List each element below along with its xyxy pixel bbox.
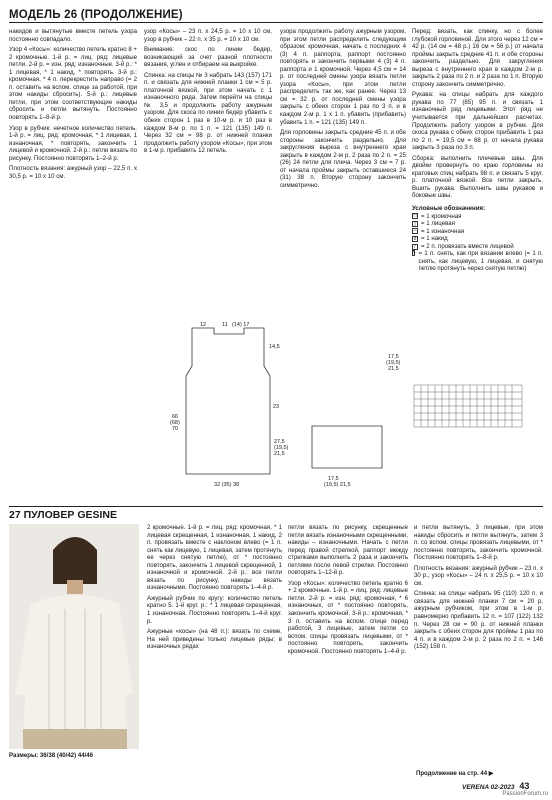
watermark: PassionForum.ru xyxy=(502,791,548,797)
paragraph: Сборка: выполнить плечевые швы. Для двойки провернуть по краю горловины из кратовых спиц набрать 98 п. и связать 5 круг. р. платочной вязкой. Все петли закрыть. Вшить рукава. Выполнить швы рукавов и боковые швы. xyxy=(412,154,543,200)
paragraph: Ажурный рубчик по кругу: количество петель кратно 5. 1-й круг. р.: * 1 лицевая скрещенная, 1 изнаночная. Постоянно повторять 1–4-й круг. р. xyxy=(147,594,282,625)
section-title: МОДЕЛЬ 26 (ПРОДОЛЖЕНИЕ) xyxy=(9,9,183,21)
svg-text:21,5: 21,5 xyxy=(274,451,285,457)
paragraph: Узор 4 «Косы»: количество петель кратно 8 + 2 кромочные. 1-й р. = лиц. ряд: лицевые петли. 2-й р. = изн. ряд: изнаночные. 3-й р.: * 1 лицевая, * 1 накид, * повторять. 3-й р.: кромочная, * 4 п. перекрестить направо (= 2 п. оставить на вспом. спице за работой, при этом накиды сбросить). 5-й р.: лицевые петли, при этом соответствующие накиды сбросить и петли вытянуть. Постоянно повторять 1–8-й р. xyxy=(9,46,137,122)
legend-title: Условные обозначения: xyxy=(412,205,486,213)
ssk-icon: \ xyxy=(413,250,415,257)
page-number: 43 xyxy=(519,781,530,791)
legend-item: o = 1 накид xyxy=(413,235,448,243)
schematic-diagram xyxy=(152,318,408,496)
paragraph: Плотность вязания: ажурный рубчик – 23 п. х 30 р., узор «Косы» – 24 п. х 25,5 р. = 10 х 10 см. xyxy=(414,564,543,587)
text-column-1 xyxy=(9,28,137,180)
svg-text:(19,5) 21,5: (19,5) 21,5 xyxy=(324,482,351,488)
paragraph: Узор в рубчик: нечетное количество петель. 1-й р. = лиц. ряд: кромочная, * 1 лицевая, 1 изнаночная, * повторять, закончить 1 лицевой и кромочной. 2-й р.: петли вязать по рисунку. Постоянно повторять 1–2-й р. xyxy=(9,124,137,162)
model-photo xyxy=(9,524,139,749)
text-column-3 xyxy=(280,28,406,189)
paragraph: Размеры: 36/38 (40/42) 44/46 xyxy=(9,752,94,759)
svg-text:23: 23 xyxy=(273,404,280,410)
knit-icon: | xyxy=(412,221,418,227)
section-header xyxy=(9,9,543,23)
paragraph: Внимание: скос по линии бедер, возникающий за счет разной плотности вязания, углен и отбираем на выкройке. xyxy=(144,46,272,69)
legend-item: | = 1 лицевая xyxy=(412,220,543,228)
paragraph: узора продолжить работу ажурным узором, при этом петли распределить следующим образом: кромочная, начать с последних 4 (3) 4 п. раппорта, раппорт постоянно повторять и закончить первыми 4 (3) 4 п. раппорта и 1 кромочной. Через 4,5 см = 14 р. от последней смены узора вязать петли узора «Косы», при этом петли распределить так же, как ранее. Через 13 см = 32 р. от последней смены узора закрыть с обеих сторон 1 раз по 3 п. и в каждом 2-м р. 1 х 1 п. убавить (прибавить) убавить 1 п. = 121 (135) 149 п. xyxy=(280,28,406,126)
page-footer xyxy=(462,781,529,791)
svg-text:27,5: 27,5 xyxy=(274,439,285,445)
legend-item: / = 2 п. провязать вместе лицевой xyxy=(412,243,543,251)
svg-text:(68): (68) xyxy=(170,420,180,426)
text-column-2 xyxy=(144,28,272,155)
paragraph: Спинка: на спицы набрать 95 (110) 120 п. и связать для нижней планки 7 см = 20 р. ажурным рубчиком, при этом в 1-м р. равномерно прибавить 12 п. = 107 (122) 132 п. Через 28 см = 90 р. от нижней планки закрыть с обеих сторон для проймы 1 раз по 4 п. и в каждом 2-м р. 2 раза по 2 п. = 146 (152) 158 п. xyxy=(414,590,543,651)
svg-text:12: 12 xyxy=(200,322,207,328)
svg-text:32 (35) 38: 32 (35) 38 xyxy=(214,482,240,488)
legend-item: □ = 1 кромочная xyxy=(413,212,462,220)
purl-icon: – xyxy=(413,228,417,235)
paragraph: Перед: вязать, как спинку, но с более глубокой горловиной. Для этого через 12 см = 42 р. (14 см = 48 р.) 16 см = 56 р.) от начала проймы закрыть средние 41 п. и обе стороны закончить раздельно. Для закругления выреза с внутреннего края в каждом 2-м р. закрыть 2 раза по 2 п. и 2 раза по 1 п. Вторую сторону закончить симметрично. xyxy=(412,28,543,88)
svg-text:17,5: 17,5 xyxy=(388,354,399,360)
text-column-5 xyxy=(9,752,139,760)
stitch-chart xyxy=(412,383,538,431)
paragraph: узор «Косы» – 23 п. х 24,5 р. = 10 х 10 см, узор в рубчик – 22 п. х 35 р. = 10 х 10 см. xyxy=(144,28,272,43)
selvage-icon: □ xyxy=(413,213,417,220)
text-column-6 xyxy=(147,524,282,651)
text-column-7 xyxy=(288,524,408,655)
svg-text:21,5: 21,5 xyxy=(388,366,399,372)
paragraph: Ажурные «косы» (на 48 п.): вязать по схеме. На ней приведены только лицевые ряды; в изнаночных рядах xyxy=(147,628,282,651)
k2tog-icon: / xyxy=(412,244,418,250)
legend-item: – = 1 изнаночная xyxy=(413,227,465,235)
sleeve-outline xyxy=(312,426,382,468)
svg-text:11: 11 xyxy=(222,322,228,328)
section-title-27: 27 ПУЛОВЕР GESINE xyxy=(9,509,117,521)
legend xyxy=(412,205,543,273)
svg-text:(19,5): (19,5) xyxy=(274,445,289,451)
paragraph: Плотность вязания: ажурный узор – 22,5 п. х 30,5 р. = 10 х 10 см. xyxy=(9,165,137,180)
yarn-over-icon: o xyxy=(413,235,417,242)
svg-text:(14) 17: (14) 17 xyxy=(232,322,250,328)
continued-note: Продолжение на стр. 44 ▶ xyxy=(416,771,494,777)
paragraph: Для горловины закрыть средние 45 п. и обе стороны закончить раздельно. Для закругления выреза с внутреннего края закрыть в каждом 2-м р. 2 раза по 2 п. = 25 (26) 24 петли для плеча. Через 3 см = 7 р. от начала проймы закрыть оставшиеся 24 (31) 38 п. Вторую сторону закончить симметрично. xyxy=(280,129,406,189)
paragraph: Узор «Косы»: количество петель кратно 6 + 2 кромочные. 1-й р. = лиц. ряд: лицевые петли. 2-й р. = изн. ряд: кромочная, * 6 изнаночных, от * постоянно повторять, закончить кромочной. 3-й р.: кромочная, * 3 п. оставить на вспом. спице перед работой, 3 лицевые, затем петли со вспом. спицы провязать лицевыми, от * постоянно повторять, закончить кромочной. Постоянно повторять 1–4-й р. xyxy=(288,579,408,655)
section-header-27 xyxy=(9,506,543,520)
svg-text:17,5: 17,5 xyxy=(328,476,339,482)
svg-text:14,5: 14,5 xyxy=(269,344,280,350)
text-column-8 xyxy=(414,524,543,651)
paragraph: накидов и вытянутые вместе петель узора постоянно совпадало. xyxy=(9,28,137,43)
text-column-4 xyxy=(412,28,543,273)
paragraph: и петли вытянуть, 3 лицевые, при этом накиды сбросить и петли вытянуть, затем 3 п. со вспом. спицы провязать лицевыми, от * постоянно повторять, закончить кромочной. Постоянно повторять 1–8-й р. xyxy=(414,524,543,562)
back-outline xyxy=(186,328,270,474)
paragraph: Рукава: на спицы набрать для каждого рукава по 77 (85) 95 п. и связать 1 изнаночный ряд лицевыми. Этот ряд не учитывается при дальнейших расчетах. Продолжить работу узором в рубчик. Для скоса рукава с обеих сторон прибавить 1 раз по 2 п. = 19,5 см = 68 р. от начала рукава закрыть 3 раза по 3 п. xyxy=(412,91,543,152)
paragraph: петли вязать по рисунку, скрещенные петли вязать изнаночными скрещенными, накиды – изнаночными. Начать с петли перед правой стрелкой, раппорт между стрелками выполнить 2 раза и закончить петлями после левой стрелки. Постоянно повторять 1–12-й р. xyxy=(288,524,408,577)
paragraph: Спинка: на спицы № 3 набрать 143 (157) 171 п. и связать для нижней планки 1 см = 5 р. платочной вязкой, при этом начать с 1 изнаночного ряда. Затем перейти на спицы № 3,5 и продолжить работу ажурным узором. Для скоса по линии бедер убавить с обеих сторон 1 раз в 10-м р. и 10 раз в каждом 8-м р. по 1 п. = 121 (135) 149 п. Через 32 см = 98 р. от нижней планки продолжить работу узором «Косы», при этом в 1-м р. прибавить 12 петель. xyxy=(144,71,272,155)
paragraph: 2 кромочные. 1-й р. = лиц. ряд: кромочная, * 1 лицевая скрещенная, 1 изнаночная, 1 накид, 2 п. провязать вместе с наклоном влево (= 1 п. снять как лицевую, 1 лицевая, затем протянуть ее через снятую петлю), от * постоянно повторять, закончить 1 лицевой скрещенной, 1 изнаночной и кромочной. 2-й р.: все петли вязать по рисунку, накиды вязать изнаночными. Постоянно повторять 1–4-й р. xyxy=(147,524,282,592)
svg-text:70: 70 xyxy=(172,426,179,432)
magazine-name: VERENA 02-2023 xyxy=(462,784,515,791)
svg-text:66: 66 xyxy=(172,414,179,420)
svg-text:(19,5): (19,5) xyxy=(386,360,401,366)
legend-item: \ = 1 п. снять, как при вязании влево (= 1 п. снять, как лицевую, 1 лицевая, и снятую петлю протянуть через снятую петлю) xyxy=(413,250,543,273)
model-photo-illustration xyxy=(9,524,139,749)
